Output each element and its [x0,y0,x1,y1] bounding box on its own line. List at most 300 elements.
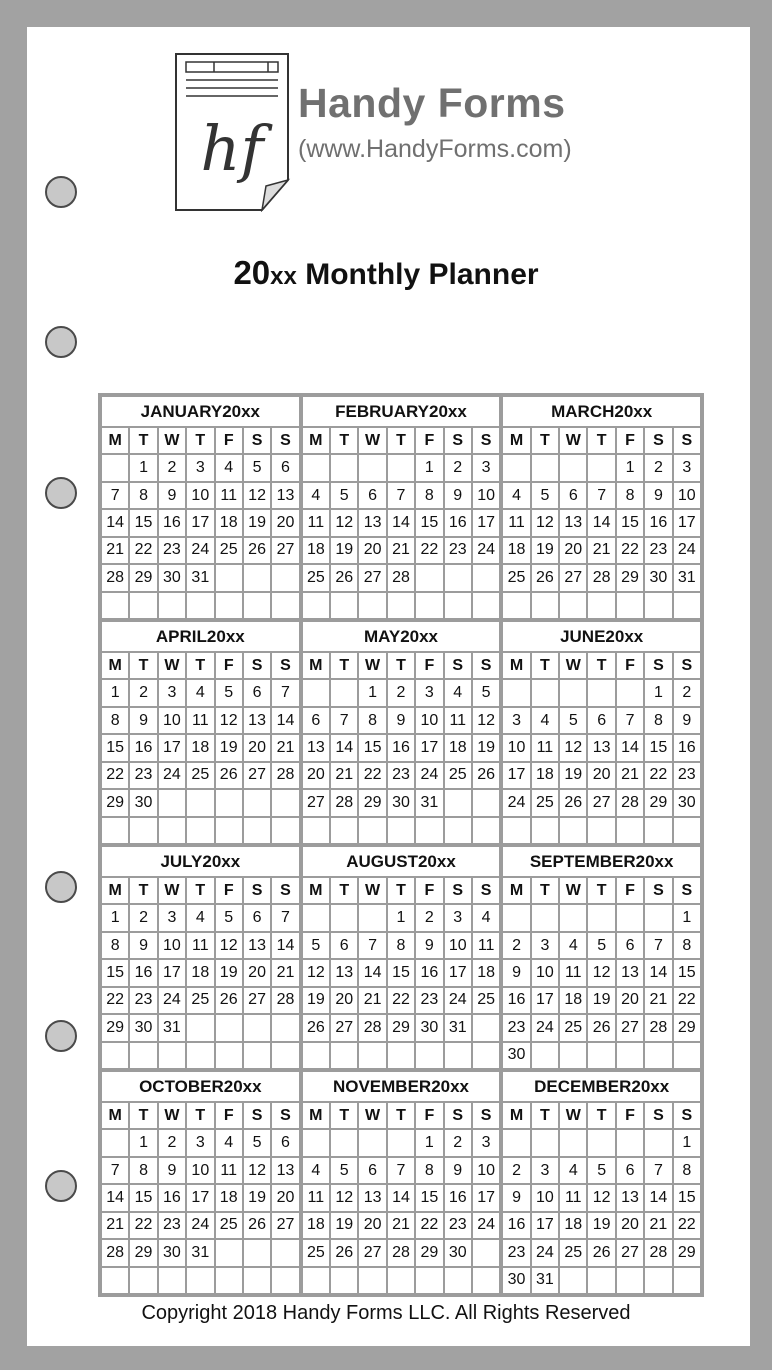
weekday-header: S [674,428,700,453]
day-cell: 28 [272,988,298,1013]
day-cell: 2 [445,455,471,480]
month-title [102,622,299,651]
day-cell: 17 [674,510,700,535]
empty-cell [674,593,700,618]
weekday-header: W [359,878,385,903]
weekday-header: S [445,428,471,453]
day-cell: 26 [588,1015,614,1040]
day-cell: 19 [244,1185,270,1210]
empty-cell [102,818,128,843]
day-cell: 27 [617,1240,643,1265]
empty-cell [617,1043,643,1068]
day-cell: 26 [560,790,586,815]
day-cell: 7 [617,708,643,733]
weekday-header: T [588,878,614,903]
day-cell: 8 [416,1158,442,1183]
day-cell: 25 [560,1015,586,1040]
day-cell: 13 [331,960,357,985]
day-cell: 15 [388,960,414,985]
day-cell: 14 [645,1185,671,1210]
day-cell: 17 [503,763,529,788]
weekday-header: M [503,878,529,903]
day-cell: 10 [416,708,442,733]
empty-cell [216,1015,242,1040]
day-cell: 18 [503,538,529,563]
day-cell: 26 [244,538,270,563]
weekday-header: F [216,653,242,678]
day-cell: 15 [645,735,671,760]
empty-cell [159,1043,185,1068]
month-july [102,847,299,1068]
day-cell: 19 [216,735,242,760]
day-cell: 11 [560,960,586,985]
month-august [303,847,500,1068]
day-cell: 10 [445,933,471,958]
day-cell: 3 [473,455,499,480]
month-title [303,397,500,426]
weekday-header: M [503,1103,529,1128]
day-cell: 24 [674,538,700,563]
day-cell: 3 [532,1158,558,1183]
weekday-header: S [674,653,700,678]
weekday-header: W [560,878,586,903]
day-cell: 4 [303,1158,329,1183]
day-cell: 7 [102,1158,128,1183]
day-cell: 24 [187,1213,213,1238]
day-cell: 11 [303,510,329,535]
day-cell: 29 [102,1015,128,1040]
empty-cell [445,1043,471,1068]
weekday-header: W [359,653,385,678]
weekday-header: T [331,653,357,678]
day-cell: 24 [445,988,471,1013]
empty-cell [359,1130,385,1155]
day-cell: 21 [272,735,298,760]
day-cell: 20 [588,763,614,788]
day-cell: 22 [388,988,414,1013]
weekday-header: F [617,878,643,903]
weekday-header: T [187,653,213,678]
weekday-header: S [473,1103,499,1128]
empty-cell [244,593,270,618]
day-cell: 23 [445,1213,471,1238]
empty-cell [303,1043,329,1068]
day-cell: 13 [244,708,270,733]
empty-cell [272,818,298,843]
day-cell: 3 [416,680,442,705]
month-title [303,622,500,651]
day-cell: 15 [617,510,643,535]
day-cell: 22 [359,763,385,788]
empty-cell [303,818,329,843]
day-cell: 1 [102,680,128,705]
day-cell: 20 [272,510,298,535]
day-cell: 28 [588,565,614,590]
day-cell: 25 [216,538,242,563]
weekday-header: M [102,653,128,678]
empty-cell [560,905,586,930]
day-cell: 26 [244,1213,270,1238]
empty-cell [388,818,414,843]
day-cell: 20 [272,1185,298,1210]
day-cell: 29 [617,565,643,590]
day-cell: 4 [473,905,499,930]
day-cell: 7 [388,483,414,508]
day-cell: 10 [503,735,529,760]
empty-cell [388,1043,414,1068]
day-cell: 9 [503,1185,529,1210]
weekday-header: S [244,428,270,453]
empty-cell [130,818,156,843]
day-cell: 24 [503,790,529,815]
day-cell: 16 [388,735,414,760]
empty-cell [272,1240,298,1265]
month-title [102,847,299,876]
day-cell: 23 [645,538,671,563]
day-cell: 11 [187,933,213,958]
day-cell: 4 [532,708,558,733]
day-cell: 6 [617,933,643,958]
day-cell: 7 [645,1158,671,1183]
day-cell: 15 [130,1185,156,1210]
day-cell: 9 [130,933,156,958]
day-cell: 8 [130,1158,156,1183]
day-cell: 21 [331,763,357,788]
page-title [0,254,772,292]
day-cell: 7 [272,680,298,705]
day-cell: 8 [388,933,414,958]
day-cell: 23 [674,763,700,788]
empty-cell [216,1268,242,1293]
day-cell: 18 [216,1185,242,1210]
day-cell: 3 [473,1130,499,1155]
day-cell: 2 [130,905,156,930]
empty-cell [272,1043,298,1068]
empty-cell [473,1015,499,1040]
day-cell: 9 [159,1158,185,1183]
month-title [303,847,500,876]
day-cell: 23 [416,988,442,1013]
day-cell: 5 [331,1158,357,1183]
empty-cell [216,1043,242,1068]
weekday-header: T [130,878,156,903]
month-name: MARCH [551,401,615,421]
empty-cell [388,455,414,480]
weekday-header: T [532,653,558,678]
empty-cell [416,1268,442,1293]
day-cell: 20 [359,1213,385,1238]
day-cell: 7 [102,483,128,508]
month-title [503,847,700,876]
day-cell: 14 [588,510,614,535]
day-cell: 27 [244,988,270,1013]
day-cell: 16 [130,960,156,985]
day-cell: 9 [388,708,414,733]
day-cell: 22 [674,988,700,1013]
month-december [503,1072,700,1293]
day-cell: 20 [244,960,270,985]
day-cell: 23 [130,763,156,788]
day-cell: 20 [560,538,586,563]
day-cell: 8 [102,708,128,733]
month-year: 20xx [428,401,467,421]
day-cell: 7 [359,933,385,958]
day-cell: 26 [331,565,357,590]
day-cell: 5 [588,933,614,958]
day-cell: 16 [130,735,156,760]
empty-cell [473,790,499,815]
day-cell: 29 [130,1240,156,1265]
day-cell: 24 [532,1240,558,1265]
title-year-suffix: xx [270,263,297,290]
day-cell: 9 [130,708,156,733]
day-cell: 23 [159,538,185,563]
empty-cell [560,1130,586,1155]
weekday-header: W [359,1103,385,1128]
empty-cell [216,790,242,815]
day-cell: 9 [674,708,700,733]
month-september [503,847,700,1068]
weekday-header: W [159,428,185,453]
day-cell: 29 [674,1015,700,1040]
day-cell: 22 [130,1213,156,1238]
day-cell: 25 [560,1240,586,1265]
day-cell: 12 [588,960,614,985]
day-cell: 30 [159,565,185,590]
day-cell: 21 [617,763,643,788]
empty-cell [130,1043,156,1068]
day-cell: 16 [674,735,700,760]
weekday-header: F [216,1103,242,1128]
weekday-header: S [272,428,298,453]
empty-cell [359,455,385,480]
day-cell: 6 [303,708,329,733]
day-cell: 4 [216,455,242,480]
empty-cell [560,593,586,618]
empty-cell [445,1268,471,1293]
day-cell: 10 [159,708,185,733]
empty-cell [331,680,357,705]
day-cell: 30 [503,1268,529,1293]
day-cell: 20 [331,988,357,1013]
day-cell: 13 [588,735,614,760]
day-cell: 13 [617,960,643,985]
empty-cell [473,1268,499,1293]
day-cell: 14 [102,1185,128,1210]
weekday-header: M [303,1103,329,1128]
month-january [102,397,299,618]
day-cell: 3 [187,1130,213,1155]
day-cell: 20 [244,735,270,760]
day-cell: 13 [359,510,385,535]
day-cell: 17 [473,1185,499,1210]
empty-cell [102,455,128,480]
day-cell: 8 [416,483,442,508]
day-cell: 6 [272,455,298,480]
day-cell: 5 [244,455,270,480]
empty-cell [645,818,671,843]
day-cell: 19 [331,1213,357,1238]
day-cell: 7 [645,933,671,958]
brand-name: Handy Forms [298,80,566,126]
day-cell: 13 [272,1158,298,1183]
weekday-header: M [503,428,529,453]
weekday-header: S [445,878,471,903]
empty-cell [159,593,185,618]
weekday-header: M [102,878,128,903]
weekday-header: W [560,653,586,678]
day-cell: 13 [244,933,270,958]
day-cell: 1 [416,1130,442,1155]
day-cell: 21 [388,1213,414,1238]
weekday-header: M [303,878,329,903]
weekday-header: S [272,653,298,678]
day-cell: 31 [187,1240,213,1265]
day-cell: 25 [532,790,558,815]
day-cell: 30 [159,1240,185,1265]
day-cell: 18 [532,763,558,788]
day-cell: 27 [588,790,614,815]
day-cell: 15 [416,510,442,535]
empty-cell [303,680,329,705]
day-cell: 17 [159,960,185,985]
day-cell: 19 [560,763,586,788]
weekday-header: S [473,428,499,453]
day-cell: 19 [588,1213,614,1238]
month-year: 20xx [222,401,261,421]
day-cell: 23 [130,988,156,1013]
day-cell: 8 [674,1158,700,1183]
weekday-header: F [617,428,643,453]
empty-cell [503,905,529,930]
day-cell: 31 [187,565,213,590]
day-cell: 18 [473,960,499,985]
empty-cell [388,1130,414,1155]
day-cell: 3 [503,708,529,733]
day-cell: 1 [674,1130,700,1155]
month-title [503,397,700,426]
empty-cell [244,1268,270,1293]
month-name: APRIL [155,626,207,646]
day-cell: 3 [159,905,185,930]
day-cell: 11 [303,1185,329,1210]
day-cell: 24 [159,763,185,788]
empty-cell [187,1043,213,1068]
empty-cell [588,1043,614,1068]
day-cell: 27 [303,790,329,815]
day-cell: 1 [388,905,414,930]
day-cell: 26 [303,1015,329,1040]
day-cell: 21 [645,1213,671,1238]
day-cell: 21 [388,538,414,563]
empty-cell [272,1268,298,1293]
weekday-header: F [416,653,442,678]
day-cell: 21 [102,1213,128,1238]
empty-cell [216,565,242,590]
empty-cell [303,1130,329,1155]
day-cell: 11 [503,510,529,535]
day-cell: 17 [532,988,558,1013]
day-cell: 17 [187,510,213,535]
weekday-header: S [674,878,700,903]
day-cell: 9 [159,483,185,508]
empty-cell [588,593,614,618]
empty-cell [532,593,558,618]
day-cell: 10 [159,933,185,958]
day-cell: 12 [303,960,329,985]
day-cell: 11 [187,708,213,733]
empty-cell [503,455,529,480]
day-cell: 14 [617,735,643,760]
empty-cell [244,1043,270,1068]
weekday-header: F [416,1103,442,1128]
day-cell: 15 [674,1185,700,1210]
day-cell: 5 [216,680,242,705]
day-cell: 10 [473,483,499,508]
empty-cell [187,1268,213,1293]
binder-hole [45,477,77,509]
day-cell: 25 [503,565,529,590]
empty-cell [588,1268,614,1293]
empty-cell [503,593,529,618]
day-cell: 9 [445,1158,471,1183]
empty-cell [560,1043,586,1068]
month-name: FEBRUARY [335,401,429,421]
day-cell: 15 [102,960,128,985]
day-cell: 23 [445,538,471,563]
weekday-header: T [388,428,414,453]
weekday-header: M [102,1103,128,1128]
day-cell: 3 [187,455,213,480]
weekday-header: F [617,653,643,678]
day-cell: 24 [187,538,213,563]
empty-cell [244,818,270,843]
month-name: MAY [363,626,401,646]
weekday-header: T [187,878,213,903]
day-cell: 31 [674,565,700,590]
empty-cell [272,565,298,590]
weekday-header: W [560,428,586,453]
empty-cell [560,680,586,705]
day-cell: 22 [674,1213,700,1238]
day-cell: 29 [416,1240,442,1265]
empty-cell [359,1268,385,1293]
month-april [102,622,299,843]
empty-cell [416,818,442,843]
day-cell: 10 [187,1158,213,1183]
day-cell: 31 [416,790,442,815]
month-name: JUNE [560,626,606,646]
binder-hole [45,1020,77,1052]
day-cell: 6 [272,1130,298,1155]
day-cell: 22 [645,763,671,788]
day-cell: 8 [130,483,156,508]
empty-cell [645,1043,671,1068]
binder-hole [45,326,77,358]
month-october [102,1072,299,1293]
day-cell: 2 [159,1130,185,1155]
day-cell: 30 [130,1015,156,1040]
weekday-header: S [473,653,499,678]
empty-cell [445,790,471,815]
day-cell: 26 [473,763,499,788]
empty-cell [331,1043,357,1068]
day-cell: 2 [416,905,442,930]
day-cell: 18 [303,538,329,563]
day-cell: 13 [560,510,586,535]
day-cell: 2 [503,933,529,958]
handy-forms-logo [174,52,291,212]
